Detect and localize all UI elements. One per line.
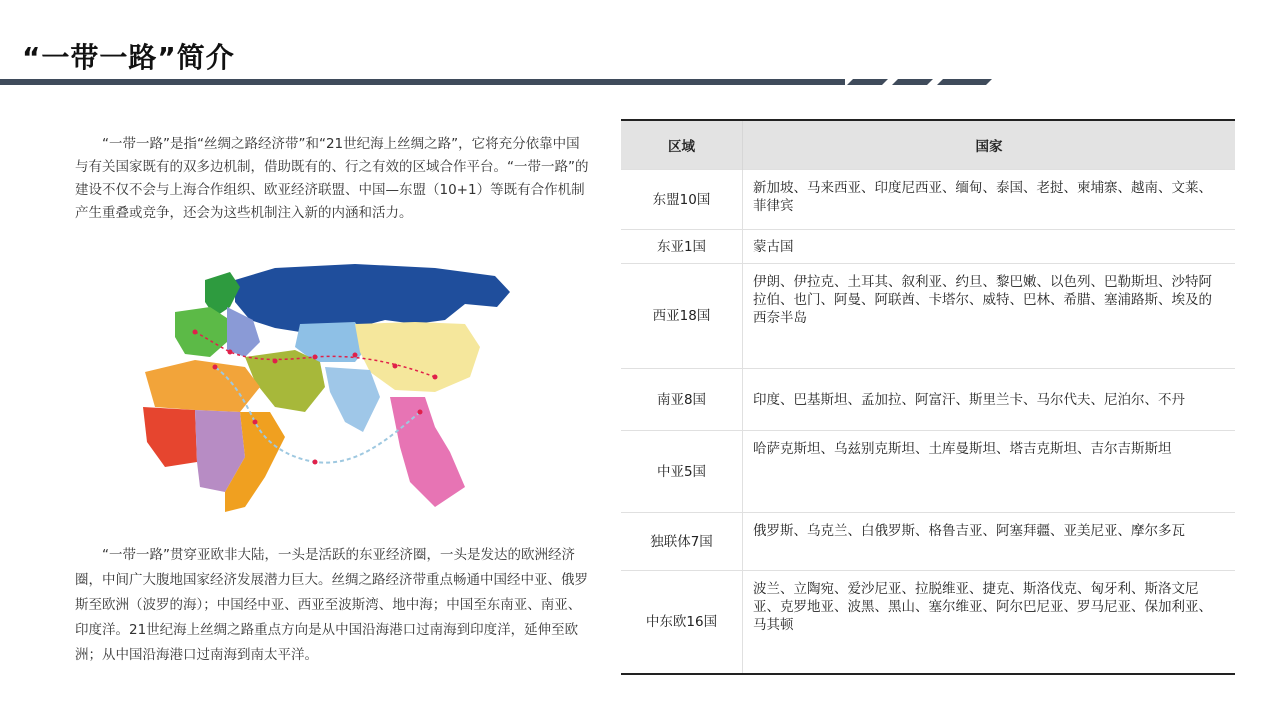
- south-asia-region: [325, 367, 380, 432]
- region-cell: 中东欧16国: [621, 571, 743, 674]
- table-row: [621, 431, 1235, 513]
- russia-region: [235, 264, 510, 332]
- header-divider: [0, 79, 1280, 87]
- table-header-row: [621, 120, 1235, 170]
- countries-cell: 哈萨克斯坦、乌兹别克斯坦、土库曼斯坦、塔吉克斯坦、吉尔吉斯斯坦: [743, 431, 1236, 513]
- countries-cell: 新加坡、马来西亚、印度尼西亚、缅甸、泰国、老挝、柬埔寨、越南、文莱、菲律宾: [743, 170, 1236, 230]
- region-cell: 西亚18国: [621, 264, 743, 369]
- table-row: [621, 230, 1235, 264]
- table-row: [621, 369, 1235, 431]
- table-row: [621, 513, 1235, 571]
- table-row: [621, 571, 1235, 674]
- countries-cell: 伊朗、伊拉克、土耳其、叙利亚、约旦、黎巴嫩、以色列、巴勒斯坦、沙特阿拉伯、也门、阿曼、阿联酋、卡塔尔、威特、巴林、希腊、塞浦路斯、埃及的西奈半岛: [743, 264, 1236, 369]
- western-europe-region: [175, 307, 230, 357]
- header-region: 区域: [621, 120, 743, 170]
- countries-cell: 俄罗斯、乌克兰、白俄罗斯、格鲁吉亚、阿塞拜疆、亚美尼亚、摩尔多瓦: [743, 513, 1236, 571]
- page-title: “一带一路”简介: [22, 41, 235, 74]
- region-cell: 东亚1国: [621, 230, 743, 264]
- region-cell: 中亚5国: [621, 431, 743, 513]
- region-cell: 独联体7国: [621, 513, 743, 571]
- countries-cell: 波兰、立陶宛、爱沙尼亚、拉脱维亚、捷克、斯洛伐克、匈牙利、斯洛文尼亚、克罗地亚、波黑、黑山、塞尔维亚、阿尔巴尼亚、罗马尼亚、保加利亚、马其顿: [743, 571, 1236, 674]
- region-cell: 南亚8国: [621, 369, 743, 431]
- west-africa-region: [143, 407, 197, 467]
- countries-cell: 蒙古国: [743, 230, 1236, 264]
- region-country-table: [621, 119, 1235, 675]
- southeast-asia-region: [390, 397, 465, 507]
- second-paragraph: “一带一路”贯穿亚欧非大陆，一头是活跃的东亚经济圈，一头是发达的欧洲经济圈，中间广大腹地国家经济发展潜力巨大。丝绸之路经济带重点畅通中国经中亚、俄罗斯至欧洲（波罗的海）；中国经中亚、西亚至波斯湾、地中海；中国至东南亚、南亚、印度洋。21世纪海上丝绸之路重点方向是从中国沿海港口过南海到印度洋，延伸至欧洲；从中国沿海港口过南海到南太平洋。: [75, 547, 588, 663]
- north-africa-region: [145, 360, 260, 412]
- region-cell: 东盟10国: [621, 170, 743, 230]
- countries-cell: 印度、巴基斯坦、孟加拉、阿富汗、斯里兰卡、马尔代夫、尼泊尔、不丹: [743, 369, 1236, 431]
- header-countries: 国家: [743, 120, 1236, 170]
- table-row: [621, 264, 1235, 369]
- intro-paragraph: “一带一路”是指“丝绸之路经济带”和“21世纪海上丝绸之路”，它将充分依靠中国与有关国家既有的双多边机制，借助既有的、行之有效的区域合作平台。“一带一路”的建设不仅不会与上海合作组织、欧亚经济联盟、中国—东盟（10+1）等既有合作机制产生重叠或竞争，还会为这些机制注入新的内涵和活力。: [75, 136, 589, 221]
- belt-road-map: [135, 262, 515, 528]
- table-row: [621, 170, 1235, 230]
